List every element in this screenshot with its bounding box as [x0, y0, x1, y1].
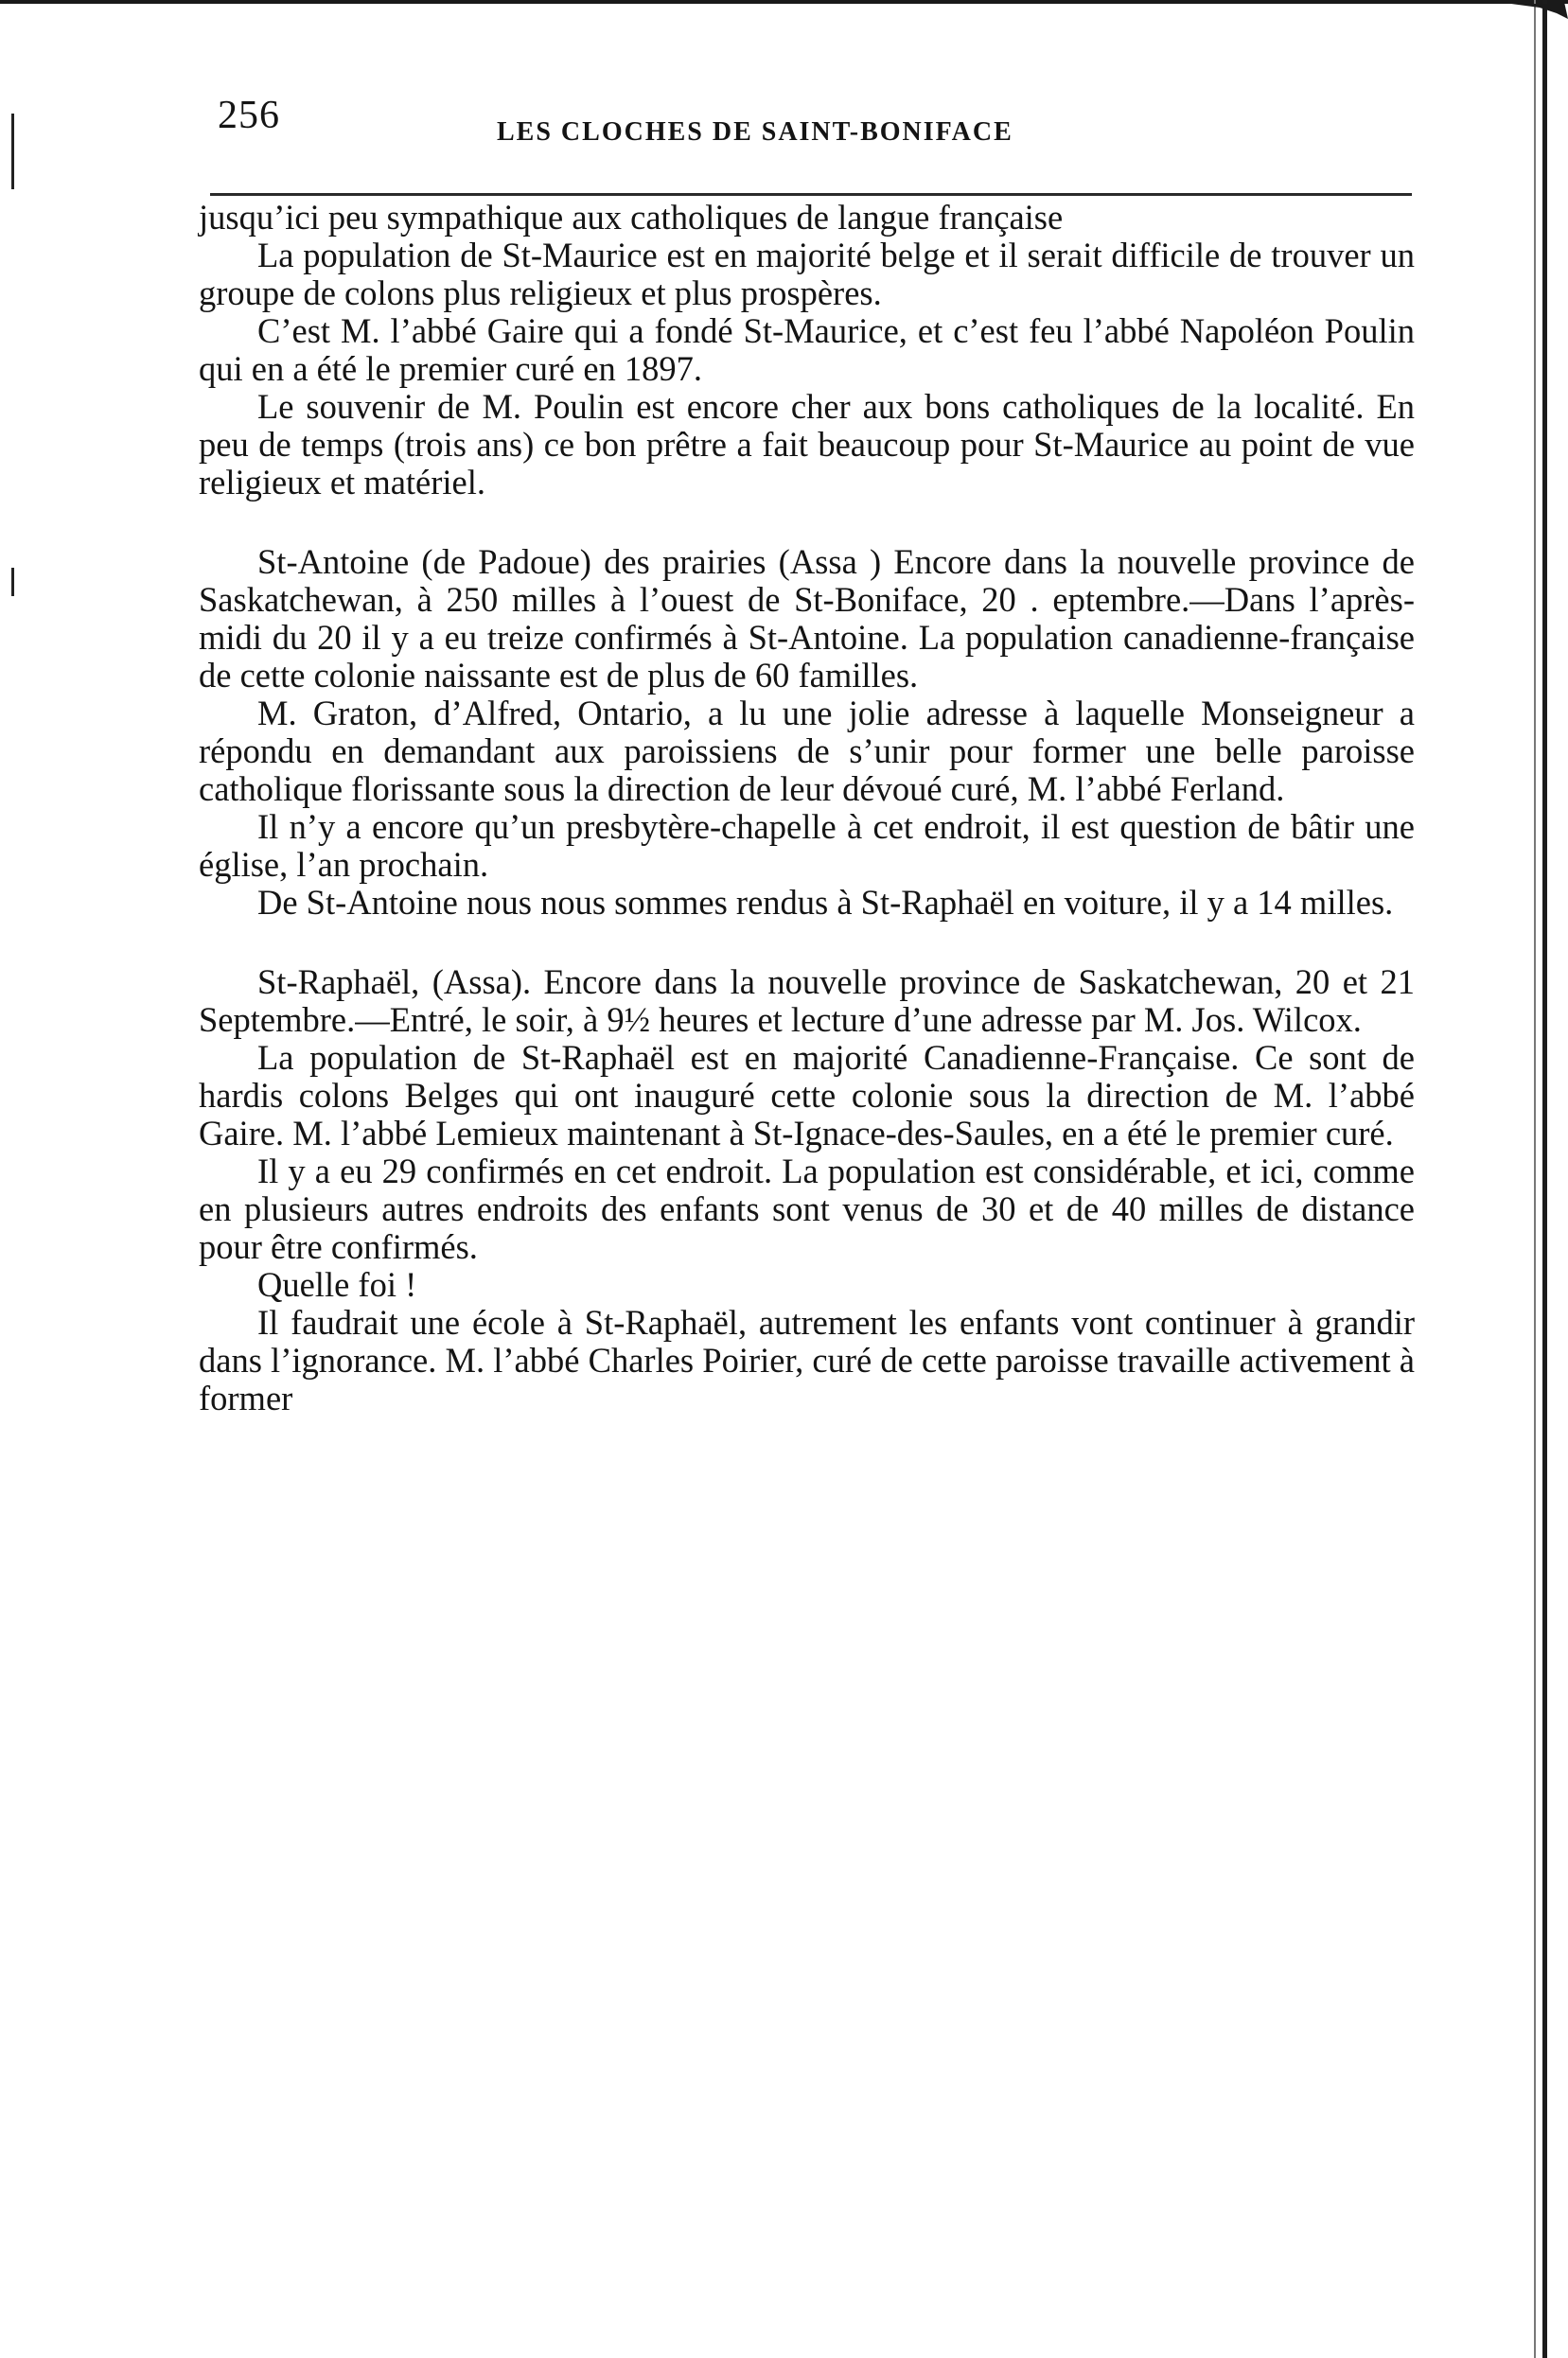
scan-corner-mark [1511, 0, 1568, 28]
scan-right-edge [1542, 0, 1547, 2358]
header-rule [210, 193, 1412, 196]
paragraph: St-Antoine (de Padoue) des prairies (Assa ) Encore dans la nouvelle province de Saskatchewan, à 250 milles à l’ouest de St-Boniface, 20 . eptembre.—Dans l’après-midi du 20 il y a eu treize confirmés à St-Antoine. La population canadienne-française de cette colonie naissante est de plus de 60 familles. [199, 542, 1415, 695]
paragraph: Il faudrait une école à St-Raphaël, autrement les enfants vont continuer à grandir dans l’ignorance. M. l’abbé Charles Poirier, curé de cette paroisse travaille activement à former [199, 1303, 1415, 1417]
body-text [199, 199, 1415, 1417]
scan-top-border [0, 0, 1568, 4]
paragraph: La population de St-Raphaël est en majorité Canadienne-Française. Ce sont de hardis colons Belges qui ont inauguré cette colonie sous la direction de M. l’abbé Gaire. M. l’abbé Lemieux maintenant à St-Ignace-des-Saules, en a été le premier curé. [199, 1038, 1415, 1153]
paragraph: jusqu’ici peu sympathique aux catholiques de langue française [199, 198, 1064, 237]
paragraph: St-Raphaël, (Assa). Encore dans la nouvelle province de Saskatchewan, 20 et 21 Septembre.—Entré, le soir, à 9½ heures et lecture d’une adresse par M. Jos. Wilcox. [199, 962, 1415, 1039]
scan-left-mark [11, 114, 14, 189]
paragraph: M. Graton, d’Alfred, Ontario, a lu une jolie adresse à laquelle Monseigneur a répondu en demandant aux paroissiens de s’unir pour former une belle paroisse catholique florissante sous la direction de leur dévoué curé, M. l’abbé Ferland. [199, 694, 1415, 808]
paragraph: Quelle foi ! [257, 1265, 417, 1304]
scan-right-edge-shadow [1534, 0, 1536, 2358]
paragraph: C’est M. l’abbé Gaire qui a fondé St-Maurice, et c’est feu l’abbé Napoléon Poulin qui en a été le premier curé en 1897. [199, 311, 1415, 388]
paragraph: La population de St-Maurice est en majorité belge et il serait difficile de trouver un groupe de colons plus religieux et plus prospères. [199, 236, 1415, 312]
paragraph: Il n’y a encore qu’un presbytère-chapelle à cet endroit, il est question de bâtir une église, l’an prochain. [199, 807, 1415, 884]
running-title: LES CLOCHES DE SAINT-BONIFACE [497, 117, 1013, 147]
paragraph: De St-Antoine nous nous sommes rendus à St-Raphaël en voiture, il y a 14 milles. [257, 883, 1394, 922]
paragraph: Le souvenir de M. Poulin est encore cher aux bons catholiques de la localité. En peu de temps (trois ans) ce bon prêtre a fait beaucoup pour St-Maurice au point de vue religieux et matériel. [199, 387, 1415, 502]
page-number: 256 [218, 94, 280, 137]
scan-left-mark [11, 568, 14, 596]
page-header [218, 93, 1410, 150]
paragraph: Il y a eu 29 confirmés en cet endroit. La population est considérable, et ici, comme en plusieurs autres endroits des enfants sont venus de 30 et de 40 milles de distance pour être confirmés. [199, 1152, 1415, 1266]
